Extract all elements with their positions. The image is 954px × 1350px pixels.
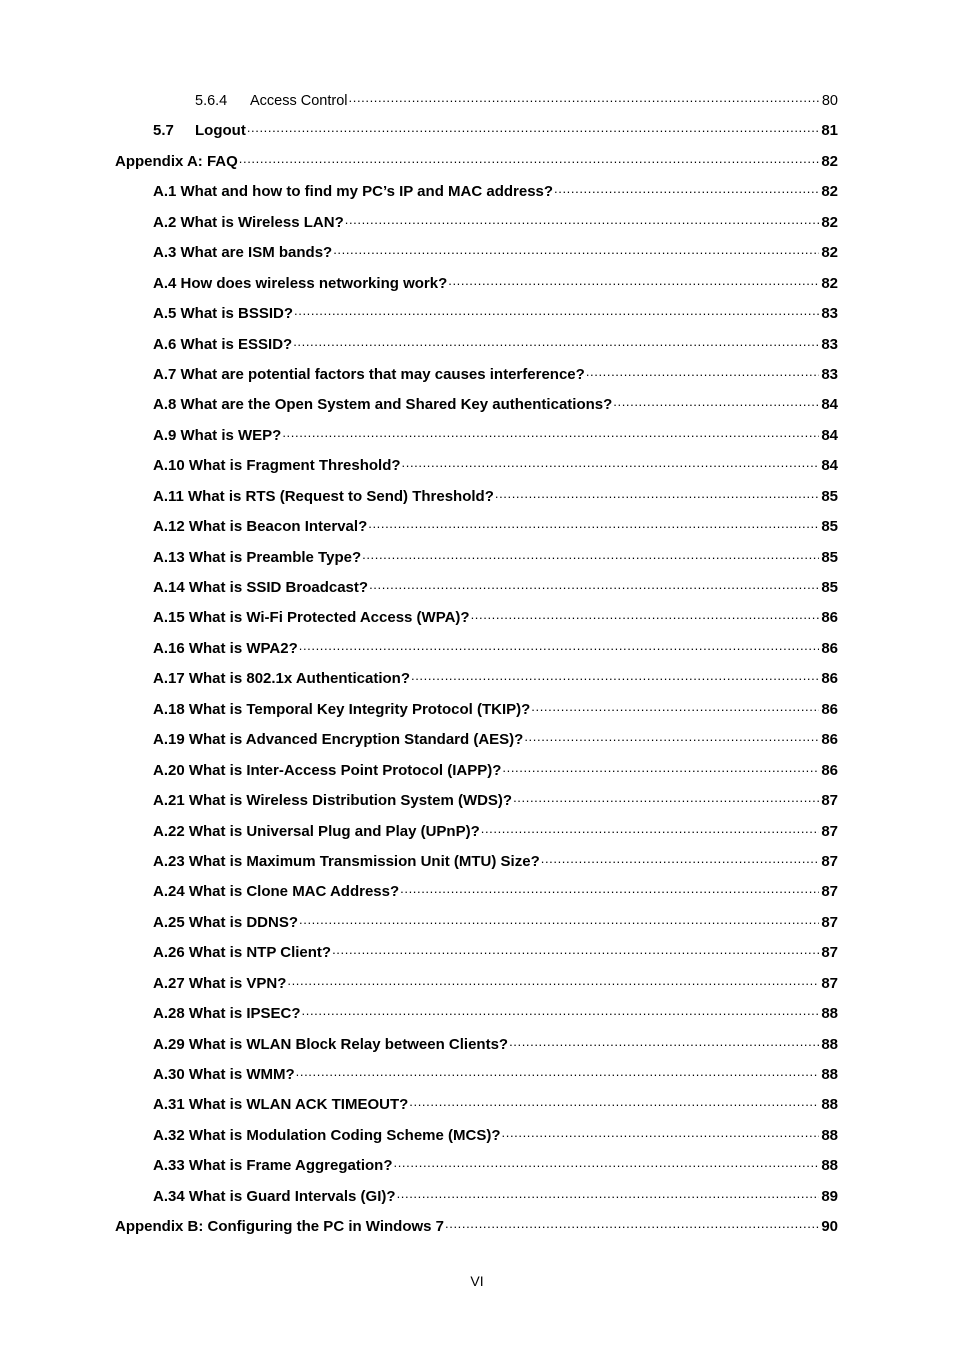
toc-entry[interactable] [115, 847, 838, 877]
toc-entry-title: A.14 What is SSID Broadcast? [153, 579, 369, 596]
toc-dot-leader [448, 274, 819, 288]
toc-entry[interactable] [115, 938, 838, 968]
toc-entry[interactable] [115, 695, 838, 725]
toc-dot-leader [495, 487, 819, 501]
toc-entry[interactable] [115, 360, 838, 390]
toc-entry[interactable] [115, 390, 838, 420]
toc-entry-page: 88 [821, 1035, 838, 1053]
toc-entry[interactable] [115, 999, 838, 1029]
toc-entry-title: A.25 What is DDNS? [153, 913, 299, 931]
toc-entry-title: A.20 What is Inter-Access Point Protocol (IAPP)? [153, 761, 502, 779]
toc-entry-page: 83 [821, 335, 838, 353]
toc-dot-leader [541, 852, 820, 866]
toc-entry-title: A.31 What is WLAN ACK TIMEOUT? [153, 1096, 409, 1114]
toc-entry-page: 82 [821, 152, 838, 170]
toc-entry-number: 5.6.4 [195, 93, 228, 109]
toc-entry[interactable] [115, 1182, 838, 1212]
toc-entry[interactable] [115, 1030, 838, 1060]
toc-dot-leader [299, 913, 819, 927]
toc-entry-title: Appendix B: Configuring the PC in Windows 7 [115, 1218, 445, 1236]
toc-entry-page: 83 [821, 305, 838, 323]
toc-entry-page: 87 [821, 792, 838, 810]
toc-entry-page: 85 [821, 548, 838, 566]
toc-entry-title: A.26 What is NTP Client? [153, 944, 332, 962]
toc-entry-title: A.33 What is Frame Aggregation? [153, 1157, 393, 1175]
toc-entry[interactable] [115, 786, 838, 816]
toc-entry-page: 90 [821, 1218, 838, 1236]
toc-dot-leader [393, 1156, 819, 1170]
toc-entry-number: 5.7 [153, 122, 174, 140]
toc-entry-title: A.9 What is WEP? [153, 426, 282, 444]
toc-entry[interactable] [115, 147, 838, 177]
toc-dot-leader [402, 456, 820, 470]
toc-entry[interactable] [115, 603, 838, 633]
toc-dot-leader [332, 943, 819, 957]
toc-entry-page: 84 [821, 457, 838, 475]
toc-entry-title: A.10 What is Fragment Threshold? [153, 457, 401, 475]
toc-entry-title: A.32 What is Modulation Coding Scheme (MCS)? [153, 1126, 501, 1144]
toc-entry-title: A.30 What is WMM? [153, 1066, 295, 1083]
toc-dot-leader [613, 395, 819, 409]
table-of-contents [115, 86, 838, 1243]
toc-dot-leader [411, 669, 819, 683]
toc-entry[interactable] [115, 482, 838, 512]
toc-entry[interactable] [115, 1121, 838, 1151]
toc-entry-title: A.15 What is Wi-Fi Protected Access (WPA)? [153, 609, 470, 627]
toc-entry[interactable] [115, 573, 838, 603]
toc-entry-title: A.1 What and how to find my PC’s IP and MAC address? [153, 183, 554, 201]
toc-entry-page: 85 [821, 579, 838, 596]
toc-entry-page: 87 [821, 883, 838, 901]
toc-dot-leader [302, 1004, 820, 1018]
toc-entry-page: 88 [821, 1005, 838, 1023]
toc-entry-title: A.13 What is Preamble Type? [153, 548, 362, 566]
toc-entry[interactable] [115, 116, 838, 146]
toc-entry-page: 87 [821, 974, 838, 992]
toc-entry-page: 88 [821, 1096, 838, 1114]
page-number-footer: VI [470, 1273, 484, 1289]
toc-entry-page: 87 [821, 913, 838, 931]
toc-entry-title: A.16 What is WPA2? [153, 639, 298, 657]
toc-entry-page: 88 [821, 1126, 838, 1144]
toc-dot-leader [296, 1065, 820, 1079]
toc-dot-leader [333, 243, 819, 257]
toc-entry[interactable] [115, 634, 838, 664]
toc-entry-title: A.21 What is Wireless Distribution System (WDS)? [153, 792, 513, 810]
toc-entry-page: 89 [821, 1187, 838, 1205]
toc-entry-page: 82 [821, 244, 838, 262]
toc-entry-title: A.5 What is BSSID? [153, 305, 294, 323]
toc-entry-page: 88 [821, 1066, 838, 1083]
toc-entry-title: A.11 What is RTS (Request to Send) Threshold? [153, 487, 494, 505]
toc-entry-page: 84 [821, 396, 838, 414]
toc-dot-leader [524, 730, 819, 744]
toc-entry[interactable] [115, 908, 838, 938]
toc-entry-title: A.18 What is Temporal Key Integrity Protocol (TKIP)? [153, 700, 531, 718]
toc-entry-page: 86 [821, 700, 838, 718]
toc-entry-title: A.27 What is VPN? [153, 974, 287, 992]
toc-entry[interactable] [115, 756, 838, 786]
toc-entry-page: 82 [821, 274, 838, 292]
toc-dot-leader [299, 639, 820, 653]
toc-dot-leader [445, 1217, 819, 1231]
toc-entry[interactable] [115, 725, 838, 755]
toc-dot-leader [531, 700, 819, 714]
toc-dot-leader [409, 1095, 819, 1109]
toc-dot-leader [239, 152, 820, 166]
toc-dot-leader [586, 365, 820, 379]
toc-dot-leader [369, 578, 819, 592]
toc-entry-title: A.22 What is Universal Plug and Play (UPnP)? [153, 822, 480, 840]
toc-entry-page: 86 [821, 639, 838, 657]
toc-entry-page: 82 [821, 213, 838, 231]
toc-entry[interactable] [115, 208, 838, 238]
toc-entry[interactable] [115, 269, 838, 299]
toc-entry-title: A.8 What are the Open System and Shared Key authentications? [153, 396, 613, 414]
toc-entry-page: 83 [821, 365, 838, 383]
toc-dot-leader [362, 548, 819, 562]
toc-entry-page: 87 [821, 852, 838, 870]
toc-entry[interactable] [115, 330, 838, 360]
toc-entry-page: 84 [821, 426, 838, 444]
toc-entry-page: 87 [821, 944, 838, 962]
toc-entry-page: 86 [821, 670, 838, 688]
toc-dot-leader [345, 213, 820, 227]
toc-entry[interactable] [115, 299, 838, 329]
toc-entry[interactable] [115, 86, 838, 116]
toc-entry-page: 82 [821, 183, 838, 201]
toc-entry[interactable] [115, 512, 838, 542]
toc-dot-leader [509, 1035, 819, 1049]
toc-entry-page: 86 [821, 609, 838, 627]
toc-entry[interactable] [115, 817, 838, 847]
toc-entry-title: A.6 What is ESSID? [153, 335, 293, 353]
toc-dot-leader [368, 517, 819, 531]
toc-entry[interactable] [115, 421, 838, 451]
toc-entry-title: A.17 What is 802.1x Authentication? [153, 670, 410, 688]
toc-entry-page: 85 [821, 487, 838, 505]
toc-entry-title: A.34 What is Guard Intervals (GI)? [153, 1187, 396, 1205]
toc-entry[interactable] [115, 1212, 838, 1242]
toc-dot-leader [293, 335, 819, 349]
toc-entry-title: A.19 What is Advanced Encryption Standard (AES)? [153, 731, 524, 749]
toc-dot-leader [513, 791, 819, 805]
toc-dot-leader [502, 761, 819, 775]
toc-entry[interactable] [115, 877, 838, 907]
toc-entry[interactable] [115, 1151, 838, 1181]
toc-entry-title: Appendix A: FAQ [115, 152, 238, 170]
toc-entry-page: 86 [821, 761, 838, 779]
toc-dot-leader [502, 1126, 820, 1140]
toc-dot-leader [349, 91, 820, 105]
toc-dot-leader [471, 608, 820, 622]
toc-dot-leader [282, 426, 819, 440]
toc-entry-title: A.24 What is Clone MAC Address? [153, 883, 400, 901]
toc-entry-title: A.3 What are ISM bands? [153, 244, 333, 262]
toc-entry[interactable] [115, 177, 838, 207]
toc-dot-leader [247, 121, 820, 135]
toc-entry[interactable] [115, 664, 838, 694]
toc-entry-title: Access Control [250, 93, 348, 109]
toc-entry[interactable] [115, 543, 838, 573]
toc-dot-leader [397, 1187, 820, 1201]
toc-entry-page: 87 [821, 822, 838, 840]
toc-entry-title: A.23 What is Maximum Transmission Unit (MTU) Size? [153, 852, 540, 870]
toc-entry-title: Logout [195, 122, 246, 140]
toc-entry-page: 80 [821, 93, 838, 109]
toc-dot-leader [554, 182, 819, 196]
toc-entry-title: A.2 What is Wireless LAN? [153, 213, 344, 231]
toc-entry-page: 86 [821, 731, 838, 749]
toc-entry-page: 81 [821, 122, 838, 140]
toc-dot-leader [287, 974, 819, 988]
toc-entry-title: A.4 How does wireless networking work? [153, 274, 448, 292]
toc-entry[interactable] [115, 451, 838, 481]
toc-entry-page: 88 [821, 1157, 838, 1175]
toc-entry-title: A.12 What is Beacon Interval? [153, 518, 368, 536]
toc-dot-leader [481, 822, 820, 836]
toc-entry-title: A.29 What is WLAN Block Relay between Clients? [153, 1035, 509, 1053]
toc-entry[interactable] [115, 1060, 838, 1090]
toc-dot-leader [294, 304, 819, 318]
toc-entry-title: A.7 What are potential factors that may causes interference? [153, 365, 585, 383]
toc-entry[interactable] [115, 1090, 838, 1120]
toc-entry[interactable] [115, 238, 838, 268]
toc-entry-page: 85 [821, 518, 838, 536]
toc-entry[interactable] [115, 969, 838, 999]
toc-entry-title: A.28 What is IPSEC? [153, 1005, 301, 1023]
toc-dot-leader [400, 882, 819, 896]
